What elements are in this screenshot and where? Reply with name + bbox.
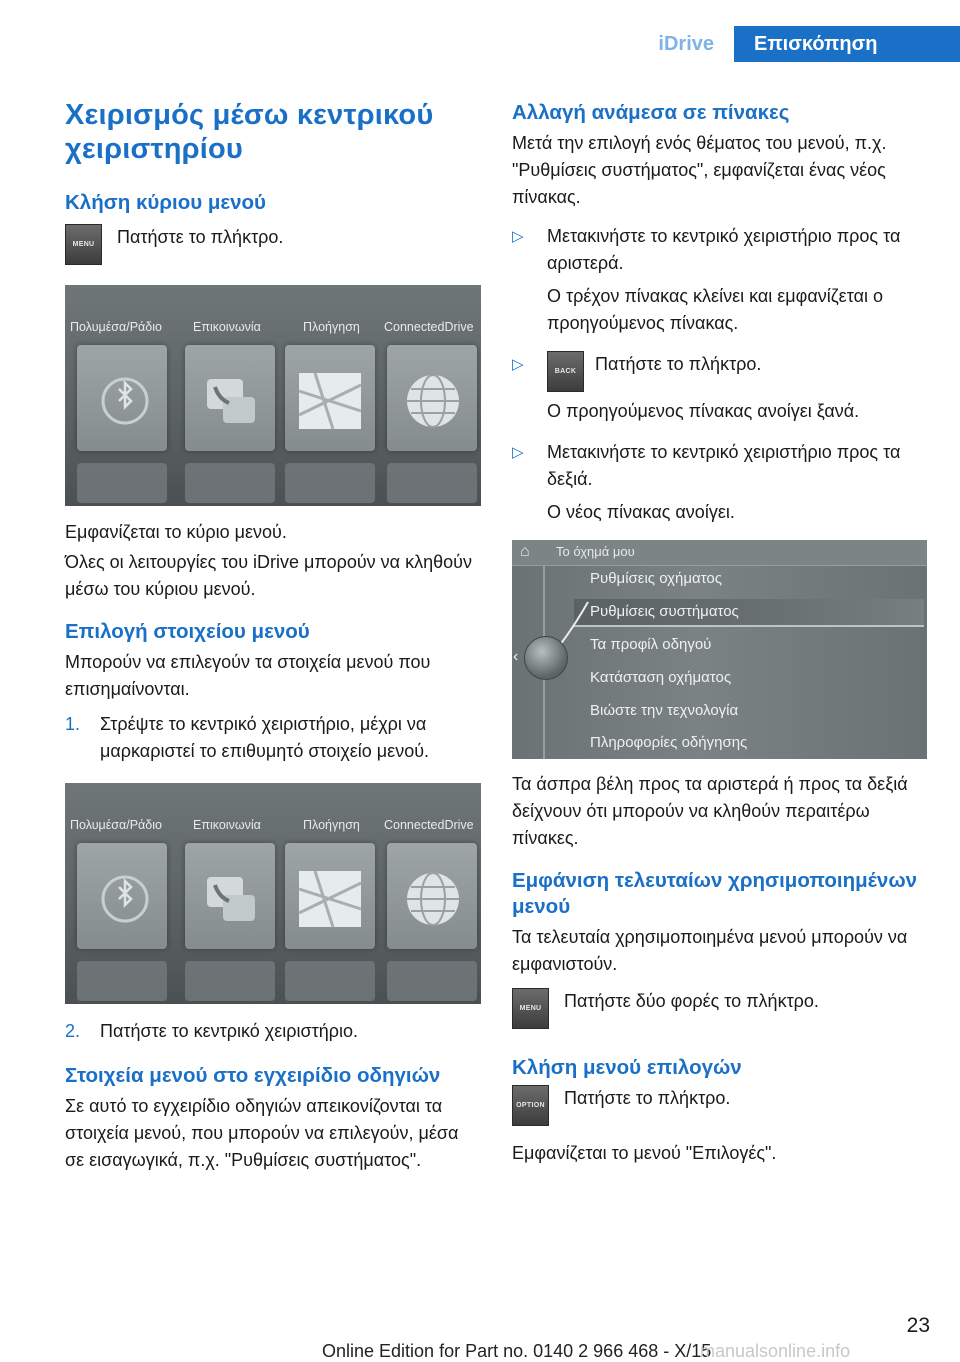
tile-label-navigation: Πλοήγηση bbox=[303, 320, 360, 334]
step-2-text: Πατήστε το κεντρικό χειριστήριο. bbox=[100, 1021, 358, 1041]
step-1-number: 1. bbox=[65, 714, 81, 734]
heading-menu-items-manual: Στοιχεία μενού στο εγχειρίδιο οδηγιών bbox=[65, 1064, 441, 1087]
back-instruction: Πατήστε το πλήκτρο. bbox=[595, 354, 762, 374]
tile-label-media: Πολυμέσα/Ράδιο bbox=[70, 320, 162, 334]
map-icon bbox=[285, 843, 375, 949]
tile-label-navigation: Πλοήγηση bbox=[303, 818, 360, 832]
bullet-move-left bbox=[512, 223, 930, 343]
options-result: Εμφανίζεται το μενού "Επιλογές". bbox=[512, 1143, 777, 1163]
phone-icon bbox=[185, 345, 275, 451]
main-menu-shown: Εμφανίζεται το κύριο μενού. bbox=[65, 522, 287, 542]
tile-communication bbox=[185, 345, 275, 451]
option-button-row bbox=[512, 1085, 930, 1126]
submenu-item: Κατάσταση οχήματος bbox=[590, 669, 732, 686]
vehicle-submenu-screenshot bbox=[512, 540, 927, 759]
tile-label-communication: Επικοινωνία bbox=[193, 320, 261, 334]
tile-label-connecteddrive: ConnectedDrive bbox=[384, 320, 474, 334]
bullet-move-right bbox=[512, 439, 930, 532]
menu-twice-row bbox=[512, 988, 930, 1029]
main-menu-all-functions: Όλες οι λειτουργίες του iDrive μπορούν να κληθούν μέσω του κύριου μενού. bbox=[65, 552, 472, 599]
tile-row2-4 bbox=[387, 961, 477, 1001]
tile-label-media: Πολυμέσα/Ράδιο bbox=[70, 818, 162, 832]
triangle-bullet-icon: ▷ bbox=[512, 228, 524, 245]
home-icon: ⌂ bbox=[520, 543, 530, 560]
submenu-item: Βιώστε την τεχνολογία bbox=[590, 702, 739, 719]
option-instruction: Πατήστε το πλήκτρο. bbox=[564, 1088, 731, 1108]
page-title: Χειρισμός μέσω κεντρικού χειριστηρίου bbox=[65, 99, 434, 165]
tile-row2-4 bbox=[387, 463, 477, 503]
menu-button-row bbox=[65, 224, 481, 265]
steps-list bbox=[65, 711, 481, 765]
page-number: 23 bbox=[906, 1314, 930, 1337]
tile-connecteddrive bbox=[387, 843, 477, 949]
submenu-item: Ρυθμίσεις συστήματος bbox=[590, 603, 739, 620]
switch-panels-text: Μετά την επιλογή ενός θέματος του μενού, π.χ. "Ρυθμίσεις συστήματος", εμφανίζεται ένας νέος πίνακας. bbox=[512, 133, 887, 207]
menu-button-icon: MENU bbox=[65, 224, 102, 265]
controller-knob-icon bbox=[524, 636, 568, 680]
move-right-text: Μετακινήστε το κεντρικό χειριστήριο προς τα δεξιά. bbox=[547, 442, 901, 489]
tile-row2-3 bbox=[285, 463, 375, 503]
switch-panels-list bbox=[512, 223, 930, 532]
step-2 bbox=[65, 1018, 481, 1045]
tile-navigation bbox=[285, 345, 375, 451]
main-menu-screenshot bbox=[65, 285, 481, 506]
submenu-title: Το όχημά μου bbox=[556, 544, 635, 559]
tile-row2-2 bbox=[185, 961, 275, 1001]
tile-communication bbox=[185, 843, 275, 949]
phone-icon bbox=[185, 843, 275, 949]
move-left-result: Ο τρέχον πίνακας κλείνει και εμφανίζεται ο προηγούμενος πίνακας. bbox=[547, 286, 883, 333]
menu-instruction: Πατήστε το πλήκτρο. bbox=[117, 227, 284, 247]
tile-navigation bbox=[285, 843, 375, 949]
map-icon bbox=[285, 345, 375, 451]
right-column bbox=[512, 100, 930, 1170]
arrow-left-icon: ‹ bbox=[513, 648, 519, 665]
bluetooth-icon bbox=[77, 843, 167, 949]
tile-row2-3 bbox=[285, 961, 375, 1001]
step-1-text: Στρέψτε το κεντρικό χειριστήριο, μέχρι να μαρκαριστεί το επιθυμητό στοιχείο μενού. bbox=[100, 714, 430, 761]
move-left-text: Μετακινήστε το κεντρικό χειριστήριο προς τα αριστερά. bbox=[547, 226, 901, 273]
page-header bbox=[638, 26, 960, 62]
back-button-row bbox=[547, 351, 859, 392]
left-column bbox=[65, 98, 481, 1177]
step-2-number: 2. bbox=[65, 1021, 81, 1041]
globe-icon bbox=[387, 345, 477, 451]
arrows-note: Τα άσπρα βέλη προς τα αριστερά ή προς τα δεξιά δείχνουν ότι μπορούν να κληθούν περαιτέρω πίνακες. bbox=[512, 774, 908, 848]
tile-media bbox=[77, 345, 167, 451]
heading-options-menu: Κλήση μενού επιλογών bbox=[512, 1056, 742, 1079]
select-item-text: Μπορούν να επιλεγούν τα στοιχεία μενού που επισημαίνονται. bbox=[65, 652, 431, 699]
bluetooth-icon bbox=[77, 345, 167, 451]
globe-icon bbox=[387, 843, 477, 949]
recent-menus-text: Τα τελευταία χρησιμοποιημένα μενού μπορούν να εμφανιστούν. bbox=[512, 927, 908, 974]
submenu-item: Ρυθμίσεις οχήματος bbox=[590, 570, 722, 587]
tile-connecteddrive bbox=[387, 345, 477, 451]
heading-recent-menus: Εμφάνιση τελευταίων χρησιμοποιημένων μενού bbox=[512, 869, 918, 918]
tile-row2-1 bbox=[77, 961, 167, 1001]
heading-main-menu: Κλήση κύριου μενού bbox=[65, 191, 266, 214]
triangle-bullet-icon: ▷ bbox=[512, 356, 524, 373]
back-result: Ο προηγούμενος πίνακας ανοίγει ξανά. bbox=[547, 401, 860, 421]
watermark: manualsonline.info bbox=[700, 1341, 851, 1361]
edition-line: Online Edition for Part no. 0140 2 966 468 - X/15 bbox=[322, 1341, 712, 1361]
submenu-item: Πληροφορίες οδήγησης bbox=[590, 734, 748, 751]
tile-media bbox=[77, 843, 167, 949]
header-chapter: Επισκόπηση bbox=[734, 26, 960, 62]
step-1 bbox=[65, 711, 481, 765]
menu-button-icon: MENU bbox=[512, 988, 549, 1029]
option-button-icon: OPTION bbox=[512, 1085, 549, 1126]
steps-list-2 bbox=[65, 1018, 481, 1045]
main-menu-screenshot-2 bbox=[65, 783, 481, 1004]
submenu-item: Τα προφίλ οδηγού bbox=[590, 636, 712, 653]
heading-select-item: Επιλογή στοιχείου μενού bbox=[65, 620, 310, 643]
heading-switch-panels: Αλλαγή ανάμεσα σε πίνακες bbox=[512, 101, 790, 124]
bullet-back-button bbox=[512, 351, 930, 431]
back-button-icon: BACK bbox=[547, 351, 584, 392]
tile-row2-2 bbox=[185, 463, 275, 503]
menu-twice-instruction: Πατήστε δύο φορές το πλήκτρο. bbox=[564, 991, 819, 1011]
menu-items-manual-text: Σε αυτό το εγχειρίδιο οδηγιών απεικονίζονται τα στοιχεία μενού, που μπορούν να επιλεγούν, μέσα σε εισαγωγικά, π.χ. "Ρυθμίσεις συστήματος". bbox=[65, 1096, 459, 1170]
tile-row2-1 bbox=[77, 463, 167, 503]
tile-label-connecteddrive: ConnectedDrive bbox=[384, 818, 474, 832]
header-section: iDrive bbox=[638, 26, 734, 62]
triangle-bullet-icon: ▷ bbox=[512, 444, 524, 461]
tile-label-communication: Επικοινωνία bbox=[193, 818, 261, 832]
move-right-result: Ο νέος πίνακας ανοίγει. bbox=[547, 502, 735, 522]
